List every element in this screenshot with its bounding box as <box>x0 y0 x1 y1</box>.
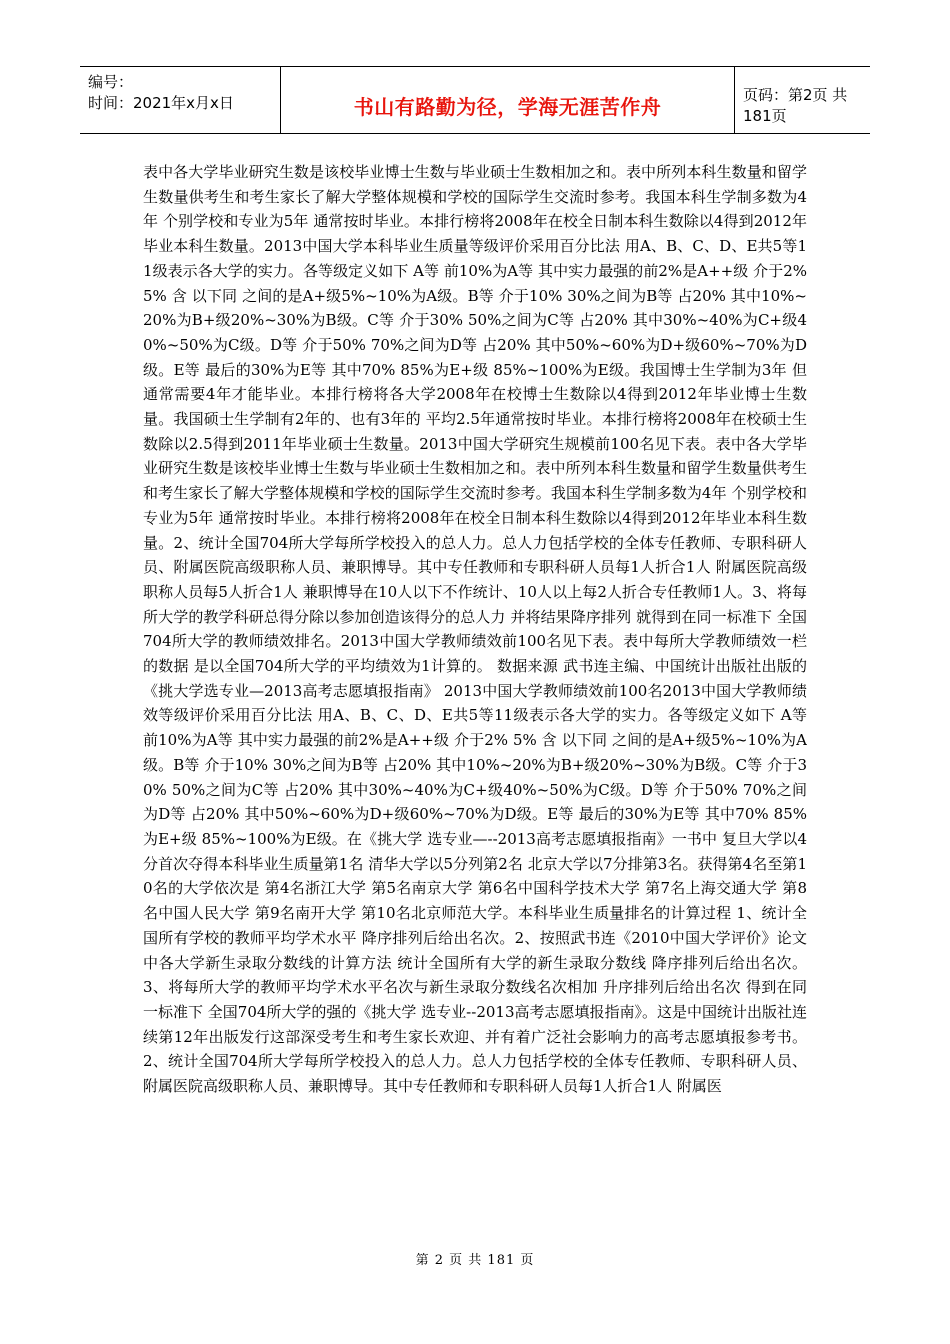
header-meta <box>80 67 280 133</box>
header-motto: 书山有路勤为径，学海无涯苦作舟 <box>353 94 662 119</box>
document-number-label: 编号： <box>88 73 134 91</box>
header-page-number: 页码：第2页 共181页 <box>743 86 848 125</box>
document-time-label: 时间：2021年x月x日 <box>88 94 234 112</box>
document-body: 表中各大学毕业研究生数是该校毕业博士生数与毕业硕士生数相加之和。表中所列本科生数量和留学生数量供考生和考生家长了解大学整体规模和学校的国际学生交流时参考。我国本科生学制多数为4年 个别学校和专业为5年 通常按时毕业。本排行榜将2008年在校全日制本科生数除以4得到2012年毕业本科生数量。2013中国大学本科毕业生质量等级评价采用百分比法 用A、B、C、D、E共5等11级表示各大学的实力。各等级定义如下 A等 前10%为A等 其中实力最强的前2%是A++级 介于2% 5% 含 以下同 之间的是A+级5%~10%为A级。B等 介于10% 30%之间为B等 占20% 其中10%~20%为B+级20%~30%为B级。C等 介于30% 50%之间为C等 占20% 其中30%~40%为C+级40%~50%为C级。D等 介于50% 70%之间为D等 占20% 其中50%~60%为D+级60%~70%为D级。E等 最后的30%为E等 其中70% 85%为E+级 85%~100%为E级。我国博士生学制为3年 但通常需要4年才能毕业。本排行榜将各大学2008年在校博士生数除以4得到2012年毕业博士生数量。我国硕士生学制有2年的、也有3年的 平均2.5年通常按时毕业。本排行榜将2008年在校硕士生数除以2.5得到2011年毕业硕士生数量。2013中国大学研究生规模前100名见下表。表中各大学毕业研究生数是该校毕业博士生数与毕业硕士生数相加之和。表中所列本科生数量和留学生数量供考生和考生家长了解大学整体规模和学校的国际学生交流时参考。我国本科生学制多数为4年 个别学校和专业为5年 通常按时毕业。本排行榜将2008年在校全日制本科生数除以4得到2012年毕业本科生数量。2、统计全国704所大学每所学校投入的总人力。总人力包括学校的全体专任教师、专职科研人员、附属医院高级职称人员、兼职博导。其中专任教师和专职科研人员每1人折合1人 附属医院高级职称人员每5人折合1人 兼职博导在10人以下不作统计、10人以上每2人折合专任教师1人。3、将每所大学的教学科研总得分除以参加创造该得分的总人力 并将结果降序排列 就得到在同一标准下 全国704所大学的教师绩效排名。2013中国大学教师绩效前100名见下表。表中每所大学教师绩效一栏的数据 是以全国704所大学的平均绩效为1计算的。 数据来源 武书连主编、中国统计出版社出版的《挑大学选专业—2013高考志愿填报指南》 2013中国大学教师绩效前100名2013中国大学教师绩效等级评价采用百分比法 用A、B、C、D、E共5等11级表示各大学的实力。各等级定义如下 A等 前10%为A等 其中实力最强的前2%是A++级 介于2% 5% 含 以下同 之间的是A+级5%~10%为A级。B等 介于10% 30%之间为B等 占20% 其中10%~20%为B+级20%~30%为B级。C等 介于30% 50%之间为C等 占20% 其中30%~40%为C+级40%~50%为C级。D等 介于50% 70%之间为D等 占20% 其中50%~60%为D+级60%~70%为D级。E等 最后的30%为E等 其中70% 85%为E+级 85%~100%为E级。在《挑大学 选专业—--2013高考志愿填报指南》一书中 复旦大学以4分首次夺得本科毕业生质量第1名 清华大学以5分列第2名 北京大学以7分排第3名。获得第4名至第10名的大学依次是 第4名浙江大学 第5名南京大学 第6名中国科学技术大学 第7名上海交通大学 第8名中国人民大学 第9名南开大学 第10名北京师范大学。本科毕业生质量排名的计算过程 1、统计全国所有学校的教师平均学术水平 降序排列后给出名次。2、按照武书连《2010中国大学评价》论文中各大学新生录取分数线的计算方法 统计全国所有大学的新生录取分数线 降序排列后给出名次。3、将每所大学的教师平均学术水平名次与新生录取分数线名次相加 升序排列后给出名次 得到在同一标准下 全国704所大学的强的《挑大学 选专业--2013高考志愿填报指南》。这是中国统计出版社连续第12年出版发行这部深受考生和考生家长欢迎、并有着广泛社会影响力的高考志愿填报参考书。2、统计全国704所大学每所学校投入的总人力。总人力包括学校的全体专任教师、专职科研人员、附属医院高级职称人员、兼职博导。其中专任教师和专职科研人员每1人折合1人 附属医 <box>143 163 807 1096</box>
page-footer: 第 2 页 共 181 页 <box>415 1253 535 1268</box>
page-header <box>80 66 870 134</box>
header-motto-cell <box>280 67 735 133</box>
header-page-info <box>735 67 870 133</box>
